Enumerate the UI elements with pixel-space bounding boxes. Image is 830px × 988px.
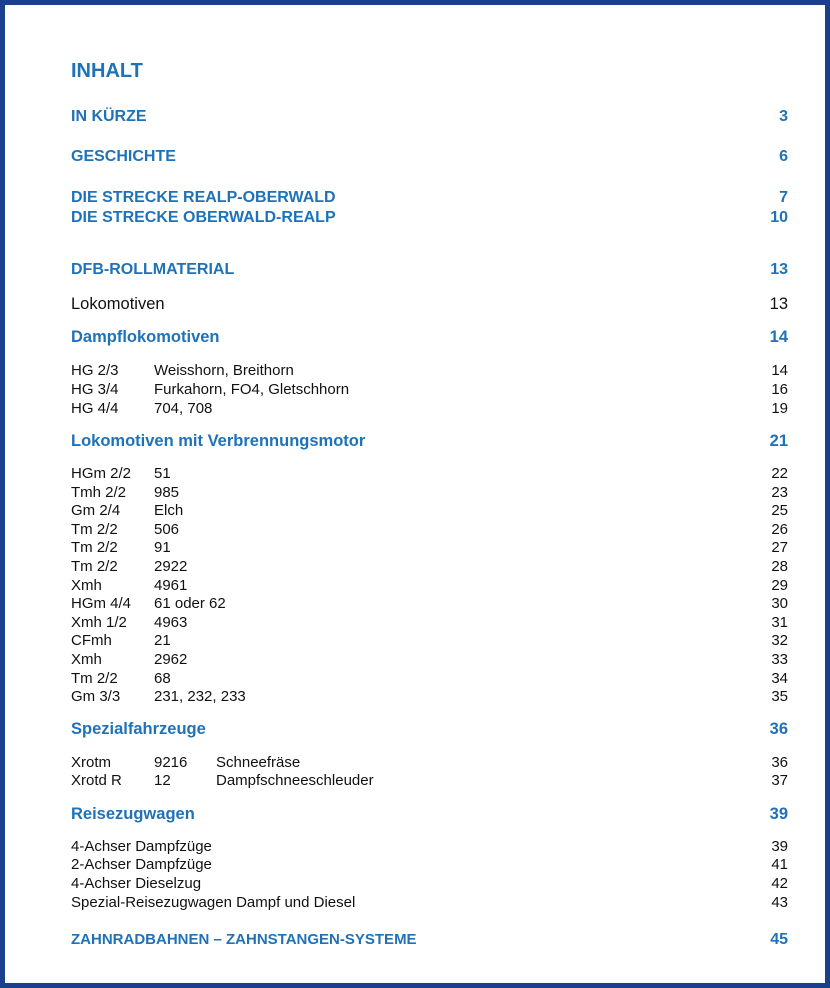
vehicle-type: HG 2/3: [71, 362, 119, 379]
vehicle-type: HG 3/4: [71, 381, 119, 398]
toc-row[interactable]: [71, 465, 788, 483]
toc-page-number: 39: [769, 805, 788, 823]
toc-page-number: 6: [779, 148, 788, 165]
toc-subsection-dampflokomotiven[interactable]: Dampflokomotiven: [71, 328, 220, 346]
vehicle-name: 4963: [154, 613, 188, 631]
toc-row[interactable]: [71, 381, 788, 399]
toc-page-number: 22: [771, 465, 788, 482]
toc-section-dfb-rollmaterial[interactable]: DFB-ROLLMATERIAL: [71, 261, 235, 278]
toc-section-geschichte[interactable]: GESCHICHTE: [71, 148, 176, 165]
vehicle-name: 704, 708: [154, 400, 213, 417]
toc-title: INHALT: [71, 60, 143, 82]
toc-subsection-verbrennungsmotor[interactable]: Lokomotiven mit Verbrennungsmotor: [71, 432, 366, 450]
vehicle-type: Xmh: [71, 651, 102, 668]
toc-page-number: 21: [769, 432, 788, 450]
toc-page-number: 26: [771, 520, 788, 538]
toc-row[interactable]: [71, 838, 788, 856]
vehicle-name: 506: [154, 520, 180, 538]
toc-row[interactable]: [71, 502, 788, 520]
vehicle-name: 68: [154, 669, 171, 687]
toc-page-number: 16: [771, 381, 788, 398]
toc-row[interactable]: [71, 856, 788, 874]
vehicle-name: Furkahorn, FO4, Gletschhorn: [154, 381, 350, 398]
toc-page-number: 34: [771, 669, 788, 687]
vehicle-name: Schneefräse: [216, 754, 301, 771]
entry-name: Spezial-Reisezugwagen Dampf und Diesel: [71, 894, 356, 911]
toc-row[interactable]: [71, 688, 788, 706]
toc-page-number: 13: [769, 295, 788, 313]
vehicle-name: 2922: [154, 558, 188, 575]
toc-page-number: 43: [771, 894, 788, 911]
vehicle-name: 61 oder 62: [154, 595, 226, 613]
toc-page-number: 19: [771, 400, 788, 417]
vehicle-type: Tm 2/2: [71, 558, 118, 575]
toc-page-number: 13: [770, 261, 788, 278]
vehicle-name: 4961: [154, 576, 188, 594]
toc-page-number: 37: [771, 772, 788, 789]
vehicle-type: HGm 4/4: [71, 595, 132, 613]
toc-page-number: 41: [771, 856, 788, 873]
vehicle-name: 51: [154, 465, 171, 482]
toc-page-number: 14: [771, 362, 788, 379]
vehicle-type: Xrotd R: [71, 772, 122, 789]
vehicle-type: Tm 2/2: [71, 520, 118, 538]
vehicle-type: Tm 2/2: [71, 669, 118, 687]
toc-page-number: 25: [771, 502, 788, 520]
vehicle-number: 9216: [154, 754, 188, 771]
toc-row[interactable]: [71, 894, 788, 912]
toc-page-number: 14: [769, 328, 788, 346]
vehicle-type: Gm 3/3: [71, 688, 121, 706]
toc-section-zahnradbahnen[interactable]: ZAHNRADBAHNEN – ZAHNSTANGEN-SYSTEME: [71, 931, 417, 948]
vehicle-name: 985: [154, 483, 180, 501]
toc-page-number: 30: [771, 595, 788, 613]
toc-page-number: 3: [779, 108, 788, 125]
vehicle-name: 91: [154, 539, 171, 557]
entry-name: 2-Achser Dampfzüge: [71, 856, 212, 873]
entry-name: 4-Achser Dampfzüge: [71, 838, 212, 855]
vehicle-name: 2962: [154, 651, 188, 668]
toc-page-number: 42: [771, 875, 788, 892]
toc-row[interactable]: [71, 754, 788, 772]
vehicle-type: Gm 2/4: [71, 502, 121, 520]
toc-row[interactable]: [71, 577, 788, 595]
toc-row[interactable]: [71, 595, 788, 613]
toc-page-number: 39: [771, 838, 788, 855]
vehicle-name: Weisshorn, Breithorn: [154, 362, 294, 379]
toc-row[interactable]: [71, 670, 788, 688]
vehicle-type: Xmh: [71, 576, 102, 594]
toc-page-number: 29: [771, 576, 788, 594]
toc-page-number: 32: [771, 632, 788, 650]
toc-row[interactable]: [71, 362, 788, 380]
toc-section-strecke-oberwald-realp[interactable]: DIE STRECKE OBERWALD-REALP: [71, 209, 336, 226]
vehicle-name: 231, 232, 233: [154, 688, 246, 706]
toc-page-number: 35: [771, 688, 788, 706]
toc-row[interactable]: [71, 521, 788, 539]
vehicle-name: Dampfschneeschleuder: [216, 772, 374, 789]
toc-page-number: 28: [771, 558, 788, 575]
toc-page-number: 7: [779, 189, 788, 206]
toc-row[interactable]: [71, 632, 788, 650]
vehicle-type: Tmh 2/2: [71, 483, 127, 501]
toc-row[interactable]: [71, 484, 788, 502]
toc-page-number: 45: [770, 931, 788, 948]
toc-page-number: 36: [769, 720, 788, 738]
vehicle-name: Elch: [154, 502, 184, 520]
toc-subsection-spezialfahrzeuge[interactable]: Spezialfahrzeuge: [71, 720, 206, 738]
vehicle-name: 21: [154, 632, 171, 650]
toc-row[interactable]: [71, 651, 788, 669]
vehicle-type: Xrotm: [71, 754, 112, 771]
toc-section-in-kuerze[interactable]: IN KÜRZE: [71, 108, 147, 125]
vehicle-number: 12: [154, 772, 171, 789]
toc-page-number: 31: [771, 613, 788, 631]
toc-row[interactable]: [71, 400, 788, 418]
toc-page-number: 10: [770, 209, 788, 226]
toc-entry-lokomotiven[interactable]: Lokomotiven: [71, 295, 165, 313]
entry-name: 4-Achser Dieselzug: [71, 875, 202, 892]
toc-row[interactable]: [71, 539, 788, 557]
vehicle-type: HGm 2/2: [71, 465, 132, 482]
vehicle-type: Tm 2/2: [71, 539, 118, 557]
toc-page-number: 23: [771, 483, 788, 501]
toc-subsection-reisezugwagen[interactable]: Reisezugwagen: [71, 805, 195, 823]
toc-row[interactable]: [71, 614, 788, 632]
toc-page-number: 36: [771, 754, 788, 771]
toc-page-number: 27: [771, 539, 788, 557]
toc-row[interactable]: [71, 558, 788, 576]
vehicle-type: CFmh: [71, 632, 112, 650]
toc-section-strecke-realp-oberwald[interactable]: DIE STRECKE REALP-OBERWALD: [71, 189, 336, 206]
toc-row[interactable]: [71, 772, 788, 790]
toc-row[interactable]: [71, 875, 788, 893]
toc-page-number: 33: [771, 651, 788, 668]
vehicle-type: Xmh 1/2: [71, 613, 127, 631]
vehicle-type: HG 4/4: [71, 400, 119, 417]
